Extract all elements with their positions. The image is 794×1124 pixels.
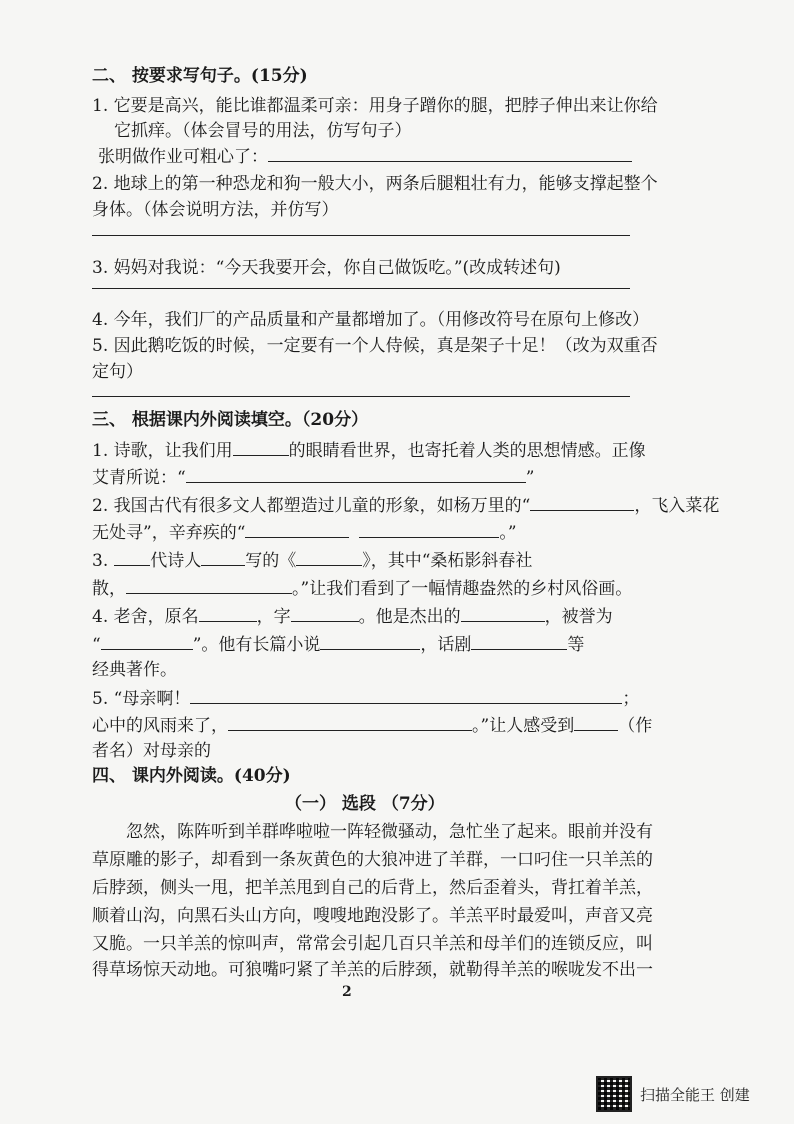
scanner-watermark xyxy=(596,1076,750,1112)
s2-q1-prompt: 张明做作业可粗心了： xyxy=(98,147,268,167)
passage-line: 又脆。一只羊羔的惊叫声，常常会引起几百只羊羔和母羊们的连锁反应，叫 xyxy=(92,934,653,954)
answer-blank[interactable] xyxy=(268,144,632,162)
s3-q3-line1: 3. 代诗人 写的《 》，其中“桑柘影斜春社 xyxy=(92,548,532,573)
answer-blank[interactable] xyxy=(101,632,193,650)
s2-q1-line2: 它抓痒。（体会冒号的用法，仿写句子） xyxy=(114,121,412,141)
s2-q3: 3. 妈妈对我说：“今天我要开会，你自己做饭吃。”(改成转述句) xyxy=(92,258,561,278)
s3-q1-line2: 艾青所说：“ ” xyxy=(92,465,534,490)
s2-q1-line3 xyxy=(98,144,632,169)
answer-blank[interactable] xyxy=(228,713,472,731)
section-3-title: 三、 根据课内外阅读填空。（20分） xyxy=(92,410,369,430)
qr-code-icon xyxy=(596,1076,632,1112)
answer-blank[interactable] xyxy=(296,548,362,566)
answer-blank[interactable] xyxy=(320,632,420,650)
s3-q4-line2: “ ”。他有长篇小说 ，话剧 等 xyxy=(92,632,584,657)
answer-line[interactable] xyxy=(92,235,630,236)
answer-blank[interactable] xyxy=(245,520,349,538)
answer-blank[interactable] xyxy=(114,548,150,566)
answer-line[interactable] xyxy=(92,396,630,397)
s2-q5-line2: 定句） xyxy=(92,362,143,382)
s3-q5-line2: 心中的风雨来了， 。”让人感受到 （作 xyxy=(92,713,652,738)
answer-blank[interactable] xyxy=(199,604,257,622)
s2-q4: 4. 今年，我们厂的产品质量和产量都增加了。（用修改符号在原句上修改） xyxy=(92,310,650,330)
section-2-title: 二、 按要求写句子。(15分) xyxy=(92,66,308,86)
answer-blank[interactable] xyxy=(574,713,618,731)
reading-subtitle: （一） 选段 （7分） xyxy=(285,794,445,814)
s3-q3-line2: 散， 。”让我们看到了一幅情趣盎然的乡村风俗画。 xyxy=(92,576,632,601)
passage-line: 顺着山沟，向黑石头山方向，嗖嗖地跑没影了。羊羔平时最爱叫，声音又亮 xyxy=(92,906,653,926)
s2-q2-line1: 2. 地球上的第一种恐龙和狗一般大小，两条后腿粗壮有力，能够支撑起整个 xyxy=(92,174,658,194)
passage-line: 得草场惊天动地。可狼嘴叼紧了羊羔的后脖颈，就勒得羊羔的喉咙发不出一 xyxy=(92,960,653,980)
answer-blank[interactable] xyxy=(186,465,526,483)
answer-blank[interactable] xyxy=(291,604,359,622)
answer-blank[interactable] xyxy=(471,632,567,650)
s3-q5-line1: 5. “母亲啊！ ； xyxy=(92,686,639,711)
s3-q1-line1: 1. 诗歌，让我们用 的眼睛看世界，也寄托着人类的思想情感。正像 xyxy=(92,438,646,463)
watermark-text: 扫描全能王 创建 xyxy=(640,1085,750,1104)
s3-q2-line2: 无处寻”，辛弃疾的“ 。” xyxy=(92,520,517,545)
answer-blank[interactable] xyxy=(233,438,289,456)
answer-blank[interactable] xyxy=(359,520,499,538)
answer-blank[interactable] xyxy=(530,493,634,511)
answer-blank[interactable] xyxy=(190,686,622,704)
answer-blank[interactable] xyxy=(461,604,545,622)
answer-blank[interactable] xyxy=(201,548,245,566)
section-4-title: 四、 课内外阅读。(40分) xyxy=(92,766,291,786)
answer-line[interactable] xyxy=(92,288,630,289)
passage-line: 忽然，陈阵听到羊群哗啦啦一阵轻微骚动，急忙坐了起来。眼前并没有 xyxy=(126,822,653,842)
passage-line: 后脖颈，侧头一甩，把羊羔甩到自己的后背上，然后歪着头，背扛着羊羔， xyxy=(92,878,653,898)
answer-blank[interactable] xyxy=(126,576,292,594)
s3-q2-line1: 2. 我国古代有很多文人都塑造过儿童的形象，如杨万里的“ ，飞入菜花 xyxy=(92,493,719,518)
s3-q4-line1: 4. 老舍，原名 ，字 。他是杰出的 ，被誉为 xyxy=(92,604,613,629)
s2-q2-line2: 身体。（体会说明方法，并仿写） xyxy=(92,200,339,220)
s2-q5-line1: 5. 因此鹅吃饭的时候，一定要有一个人侍候，真是架子十足！（改为双重否 xyxy=(92,336,658,356)
s3-q5-line3: 者名）对母亲的 xyxy=(92,741,211,761)
page-number: 2 xyxy=(342,984,352,1000)
s3-q4-line3: 经典著作。 xyxy=(92,660,177,680)
passage-line: 草原雕的影子，却看到一条灰黄色的大狼冲进了羊群，一口叼住一只羊羔的 xyxy=(92,850,653,870)
s2-q1-line1: 1. 它要是高兴，能比谁都温柔可亲：用身子蹭你的腿，把脖子伸出来让你给 xyxy=(92,96,658,116)
